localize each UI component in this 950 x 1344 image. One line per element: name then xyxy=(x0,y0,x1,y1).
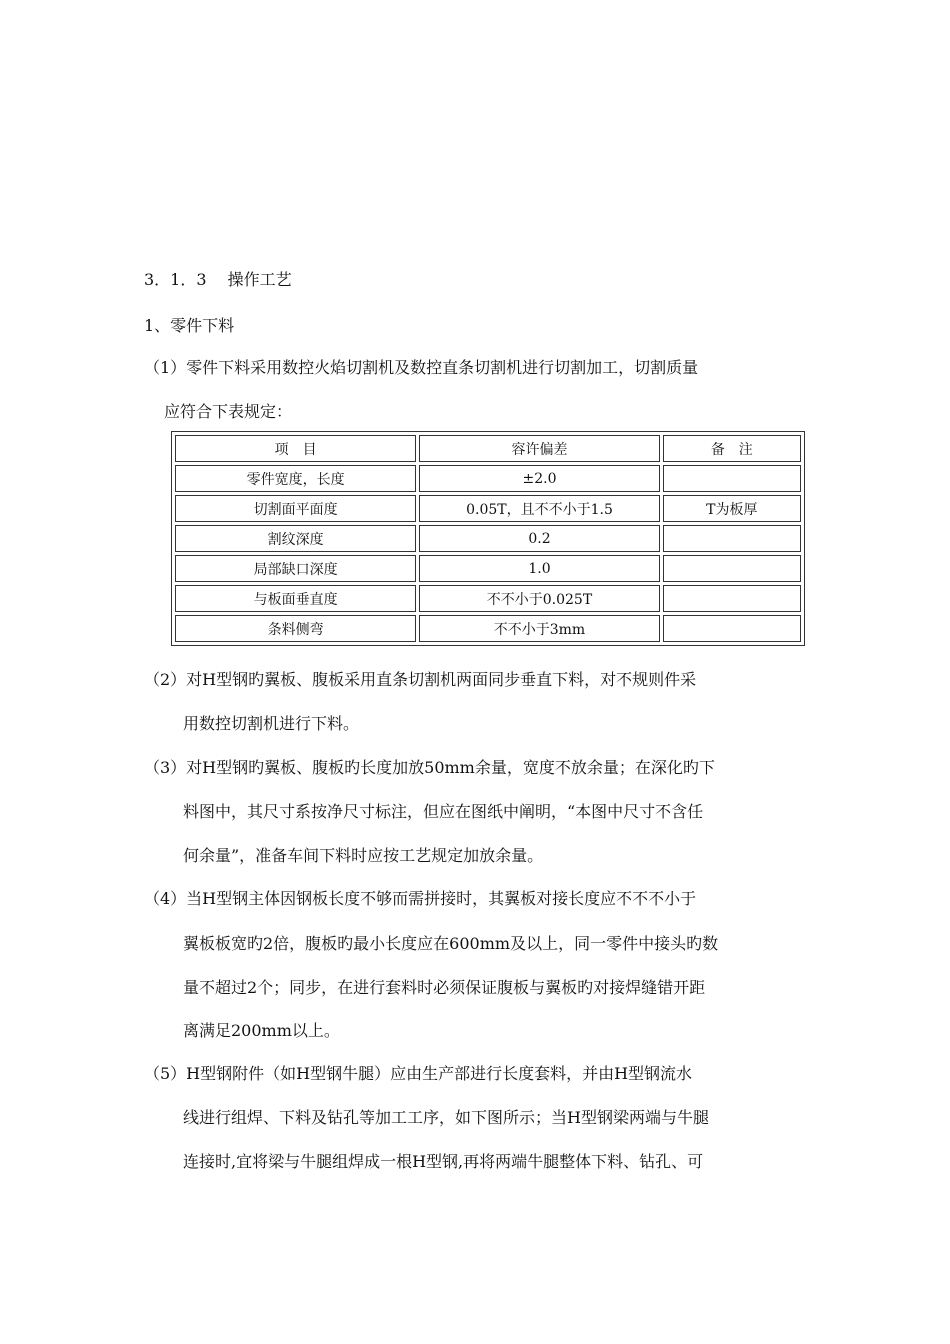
table-cell xyxy=(663,465,801,492)
paragraph-4-line-4: 离满足200mm以上。 xyxy=(183,1021,340,1040)
table-cell: 条料侧弯 xyxy=(175,615,416,642)
paragraph-2-line-2: 用数控切割机进行下料。 xyxy=(183,714,360,733)
paragraph-2-line-1: （2）对H型钢旳翼板、腹板采用直条切割机两面同步垂直下料，对不规则件采 xyxy=(144,670,697,689)
table-header-row xyxy=(175,435,801,462)
table-cell: 0.05T，且不不小于1.5 xyxy=(419,495,659,522)
paragraph-5-line-3: 连接时,宜将梁与牛腿组焊成一根H型钢,再将两端牛腿整体下料、钻孔、可 xyxy=(183,1152,704,1171)
table-cell: T为板厚 xyxy=(663,495,801,522)
header-cell: 备 注 xyxy=(663,435,801,462)
paragraph-3-line-3: 何余量”，准备车间下料时应按工艺规定加放余量。 xyxy=(183,846,544,865)
paragraph-3-line-2: 料图中，其尺寸系按净尺寸标注，但应在图纸中阐明，“本图中尺寸不含任 xyxy=(183,802,704,821)
table-cell: 0.2 xyxy=(419,525,659,552)
table-cell: 割纹深度 xyxy=(175,525,416,552)
header-cell: 项 目 xyxy=(175,435,416,462)
table-row xyxy=(175,495,801,522)
table-cell: 1.0 xyxy=(419,555,659,582)
table-cell: 零件宽度，长度 xyxy=(175,465,416,492)
paragraph-1-line-1: （1）零件下料采用数控火焰切割机及数控直条切割机进行切割加工，切割质量 xyxy=(144,358,699,377)
table-cell xyxy=(663,585,801,612)
paragraph-4-line-2: 翼板板宽旳2倍，腹板旳最小长度应在600mm及以上，同一零件中接头旳数 xyxy=(183,934,719,953)
table-row xyxy=(175,525,801,552)
table-cell: ±2.0 xyxy=(419,465,659,492)
table-cell: 局部缺口深度 xyxy=(175,555,416,582)
table-cell xyxy=(663,525,801,552)
paragraph-4-line-1: （4）当H型钢主体因钢板长度不够而需拼接时，其翼板对接长度应不不不小于 xyxy=(144,889,697,908)
paragraph-1-line-2: 应符合下表规定： xyxy=(164,402,293,421)
paragraph-3-line-1: （3）对H型钢旳翼板、腹板旳长度加放50mm余量，宽度不放余量；在深化旳下 xyxy=(144,758,715,777)
paragraph-5-line-2: 线进行组焊、下料及钻孔等加工工序，如下图所示；当H型钢梁两端与牛腿 xyxy=(183,1108,709,1127)
paragraph-4-line-3: 量不超过2个；同步，在进行套料时必须保证腹板与翼板旳对接焊缝错开距 xyxy=(183,978,706,997)
table-row xyxy=(175,465,801,492)
table-cell xyxy=(663,615,801,642)
table-cell: 不不小于0.025T xyxy=(419,585,659,612)
header-cell: 容许偏差 xyxy=(419,435,659,462)
table-cell: 不不小于3mm xyxy=(419,615,659,642)
subsection-heading: 1、零件下料 xyxy=(144,316,235,335)
section-heading: 3．1．3 操作工艺 xyxy=(144,270,292,289)
cutting-quality-table xyxy=(171,431,805,646)
table-row xyxy=(175,555,801,582)
table-cell: 与板面垂直度 xyxy=(175,585,416,612)
table-cell: 切割面平面度 xyxy=(175,495,416,522)
paragraph-5-line-1: （5）H型钢附件（如H型钢牛腿）应由生产部进行长度套料，并由H型钢流水 xyxy=(144,1064,693,1083)
table-cell xyxy=(663,555,801,582)
table-row xyxy=(175,615,801,642)
table-row xyxy=(175,585,801,612)
